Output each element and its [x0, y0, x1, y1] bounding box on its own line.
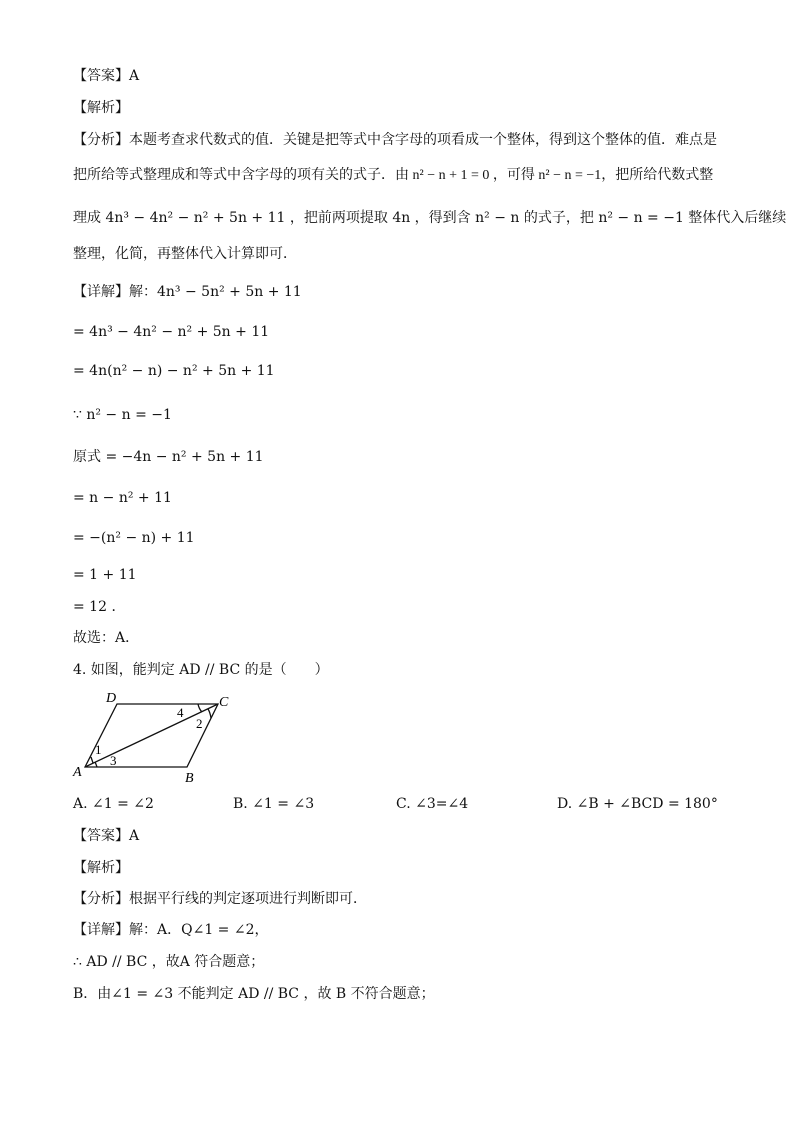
q3-step-4: 原式 = −4n − n² + 5n + 11 [73, 449, 264, 465]
angle-label-2: 2 [196, 716, 203, 731]
q4-analysis-label: 【解析】 [73, 860, 129, 876]
q3-step-7: = 1 + 11 [73, 567, 137, 583]
option-c: C. ∠3=∠4 [396, 796, 469, 812]
angle-arc-4 [198, 704, 202, 712]
option-a: A. ∠1 = ∠2 [73, 796, 154, 812]
q3-analysis-line-1: 【分析】本题考查求代数式的值．关键是把等式中含字母的项看成一个整体，得到这个整体的值．难点是 [73, 132, 717, 148]
vertex-label-b: B [185, 771, 194, 786]
q4-detail-line-2: ∴ AD // BC ，故A 符合题意； [73, 954, 265, 970]
q3-step-5: = n − n² + 11 [73, 490, 172, 506]
angle-arc-1 [91, 757, 93, 763]
q3-step-3: ∵ n² − n = −1 [73, 407, 172, 423]
q4-answer: 【答案】A [73, 828, 140, 844]
option-b: B. ∠1 = ∠3 [233, 796, 315, 812]
vertex-label-c: C [219, 695, 229, 710]
q3-step-6: = −(n² − n) + 11 [73, 530, 195, 546]
q3-choice: 故选：A． [73, 630, 140, 646]
q3-analysis-line-3: 理成 4n³ − 4n² − n² + 5n + 11 ，把前两项提取 4n ，得到含 n² − n 的式子，把 n² − n = −1 整体代入后继续 [73, 210, 787, 226]
angle-label-4: 4 [177, 705, 184, 720]
q3-detail-line: 【详解】解：4n³ − 5n² + 5n + 11 [73, 284, 302, 300]
q3-step-8: = 12 ． [73, 599, 126, 615]
q4-detail-line-1: 【详解】解：A．Q∠1 = ∠2， [73, 922, 269, 938]
q3-answer: 【答案】A [73, 68, 140, 84]
q3-step-2: = 4n(n² − n) − n² + 5n + 11 [73, 363, 275, 379]
angle-label-3: 3 [110, 753, 117, 768]
angle-arc-3 [95, 762, 97, 767]
option-d: D. ∠B + ∠BCD = 180° [557, 796, 718, 812]
vertex-label-a: A [73, 765, 82, 780]
q4-detail-line-3: B．由∠1 = ∠3 不能判定 AD // BC ，故 B 不符合题意； [73, 986, 435, 1002]
q3-step-1: = 4n³ − 4n² − n² + 5n + 11 [73, 324, 270, 340]
diagonal-ac [85, 704, 218, 767]
q4-question: 4. 如图，能判定 AD // BC 的是（ ） [73, 662, 329, 678]
vertex-label-d: D [106, 691, 117, 706]
q3-analysis-line-2: 把所给等式整理成和等式中含字母的项有关的式子．由 n² − n + 1 = 0 ，可得 n² − n = −1，把所给代数式整 [73, 168, 714, 183]
q3-analysis-line-4: 整理，化简，再整体代入计算即可． [73, 246, 297, 262]
q3-analysis-label: 【解析】 [73, 100, 129, 116]
q4-analysis: 【分析】根据平行线的判定逐项进行判断即可． [73, 891, 367, 907]
parallelogram-figure [70, 688, 240, 788]
angle-arc-2 [208, 709, 211, 718]
angle-label-1: 1 [95, 742, 102, 757]
